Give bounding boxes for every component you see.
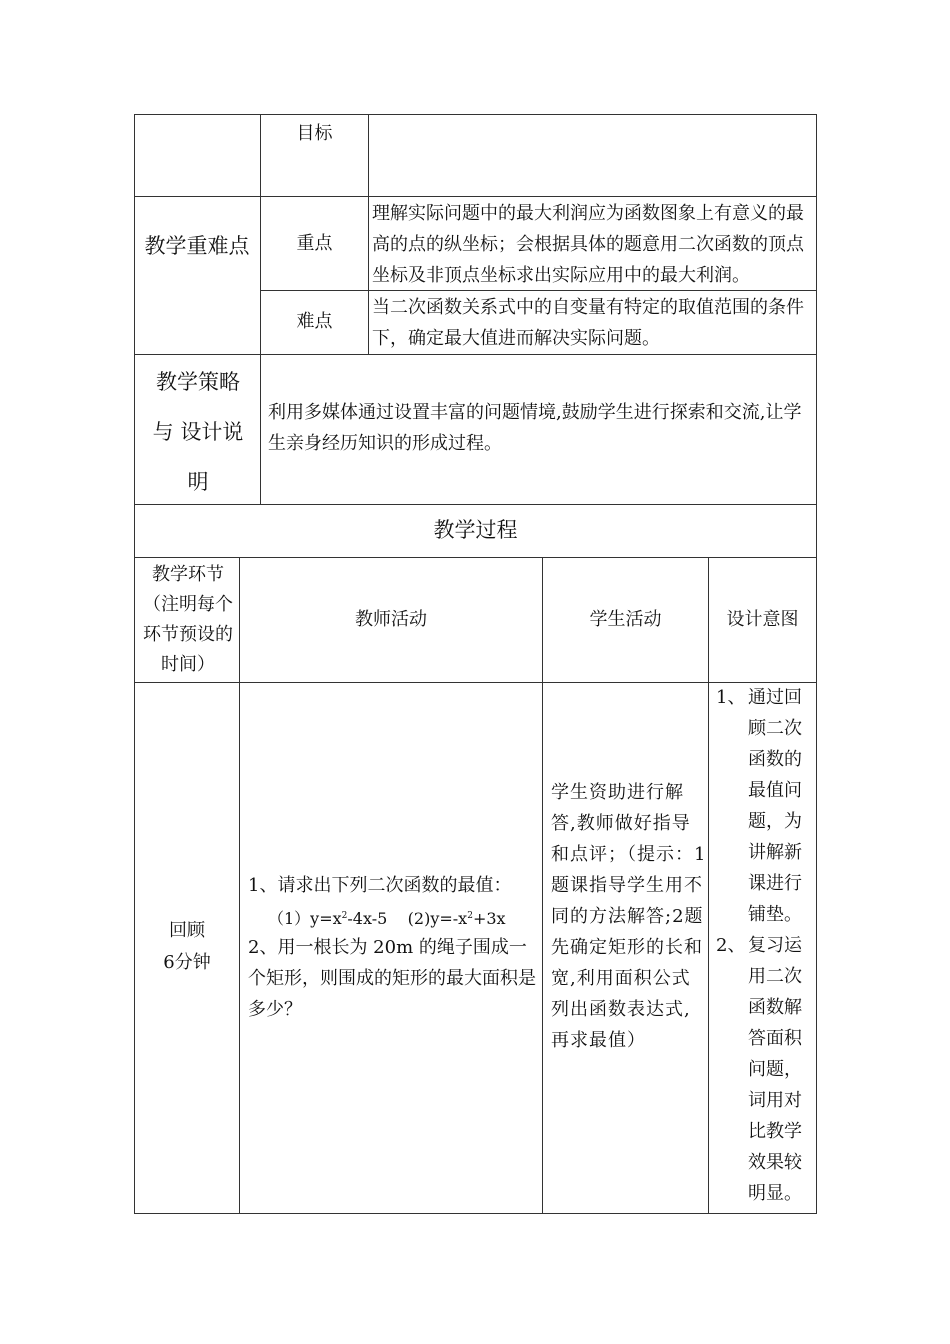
expression-1-rest: -4x-5 [347,909,388,928]
row-divider [134,354,817,355]
goal-label: 目标 [296,123,333,144]
table-border-bottom [134,1213,817,1214]
table-border-left [134,114,135,1214]
strategy-label: 教学策略与 设计说明 [152,370,244,494]
row-divider [134,682,817,683]
student-activity-text: 学生资助进行解答,教师做好指导和点评；（提示：1题课指导学生用不同的方法解答;2题先确定矩形的长和宽,利用面积公式列出函数表达式,再求最值） [551,782,707,1051]
review-stage-time: 6分钟 [163,952,211,973]
column-divider [368,114,369,354]
header-teacher: 教师活动 [355,609,427,630]
column-divider [239,557,240,1213]
expression-2-exponent: 2 [467,911,473,921]
intent-2-text: 复习运用二次函数解答面积问题，词用对比教学效果较明显。 [748,935,802,1204]
table-border-top [134,114,817,115]
key-point-label: 重点 [296,233,333,254]
intent-2-number: 2、 [716,935,746,956]
row-divider [134,196,817,197]
key-point-text: 理解实际问题中的最大利润应为函数图象上有意义的最高的点的纵坐标；会根据具体的题意用二次函数的顶点坐标及非顶点坐标求出实际应用中的最大利润。 [372,203,804,286]
teacher-question-1: 1、请求出下列二次函数的最值： [248,875,512,896]
lesson-plan-table [134,114,817,1214]
column-divider [708,557,709,1213]
intent-1-text: 通过回顾二次函数的最值问题，为讲解新课进行铺垫。 [748,687,802,925]
intent-1-number: 1、 [716,687,746,708]
expression-1-exponent: 2 [341,911,348,921]
focus-section-label: 教学重难点 [144,234,250,258]
expression-2-rest: +3x [472,909,506,928]
expression-2: (2)y=-x [407,909,468,928]
difficulty-text: 当二次函数关系式中的自变量有特定的取值范围的条件下，确定最大值进而解决实际问题。 [372,297,804,349]
column-divider [542,557,543,1213]
difficulty-label: 难点 [296,311,333,332]
review-stage-label: 回顾 [169,920,205,941]
header-student: 学生活动 [589,609,662,630]
header-stage: 教学环节（注明每个环节预设的时间） [143,564,233,675]
teacher-question-2: 2、用一根长为 20m 的绳子围成一个矩形，则围成的矩形的最大面积是多少？ [248,937,536,1020]
process-title: 教学过程 [433,518,518,542]
teacher-question-1-expressions [268,901,542,934]
row-divider [134,557,817,558]
header-intent: 设计意图 [726,609,799,630]
expression-1: （1）y=x [268,909,342,928]
strategy-text: 利用多媒体通过设置丰富的问题情境,鼓励学生进行探索和交流,让学生亲身经历知识的形成过程。 [268,402,802,454]
